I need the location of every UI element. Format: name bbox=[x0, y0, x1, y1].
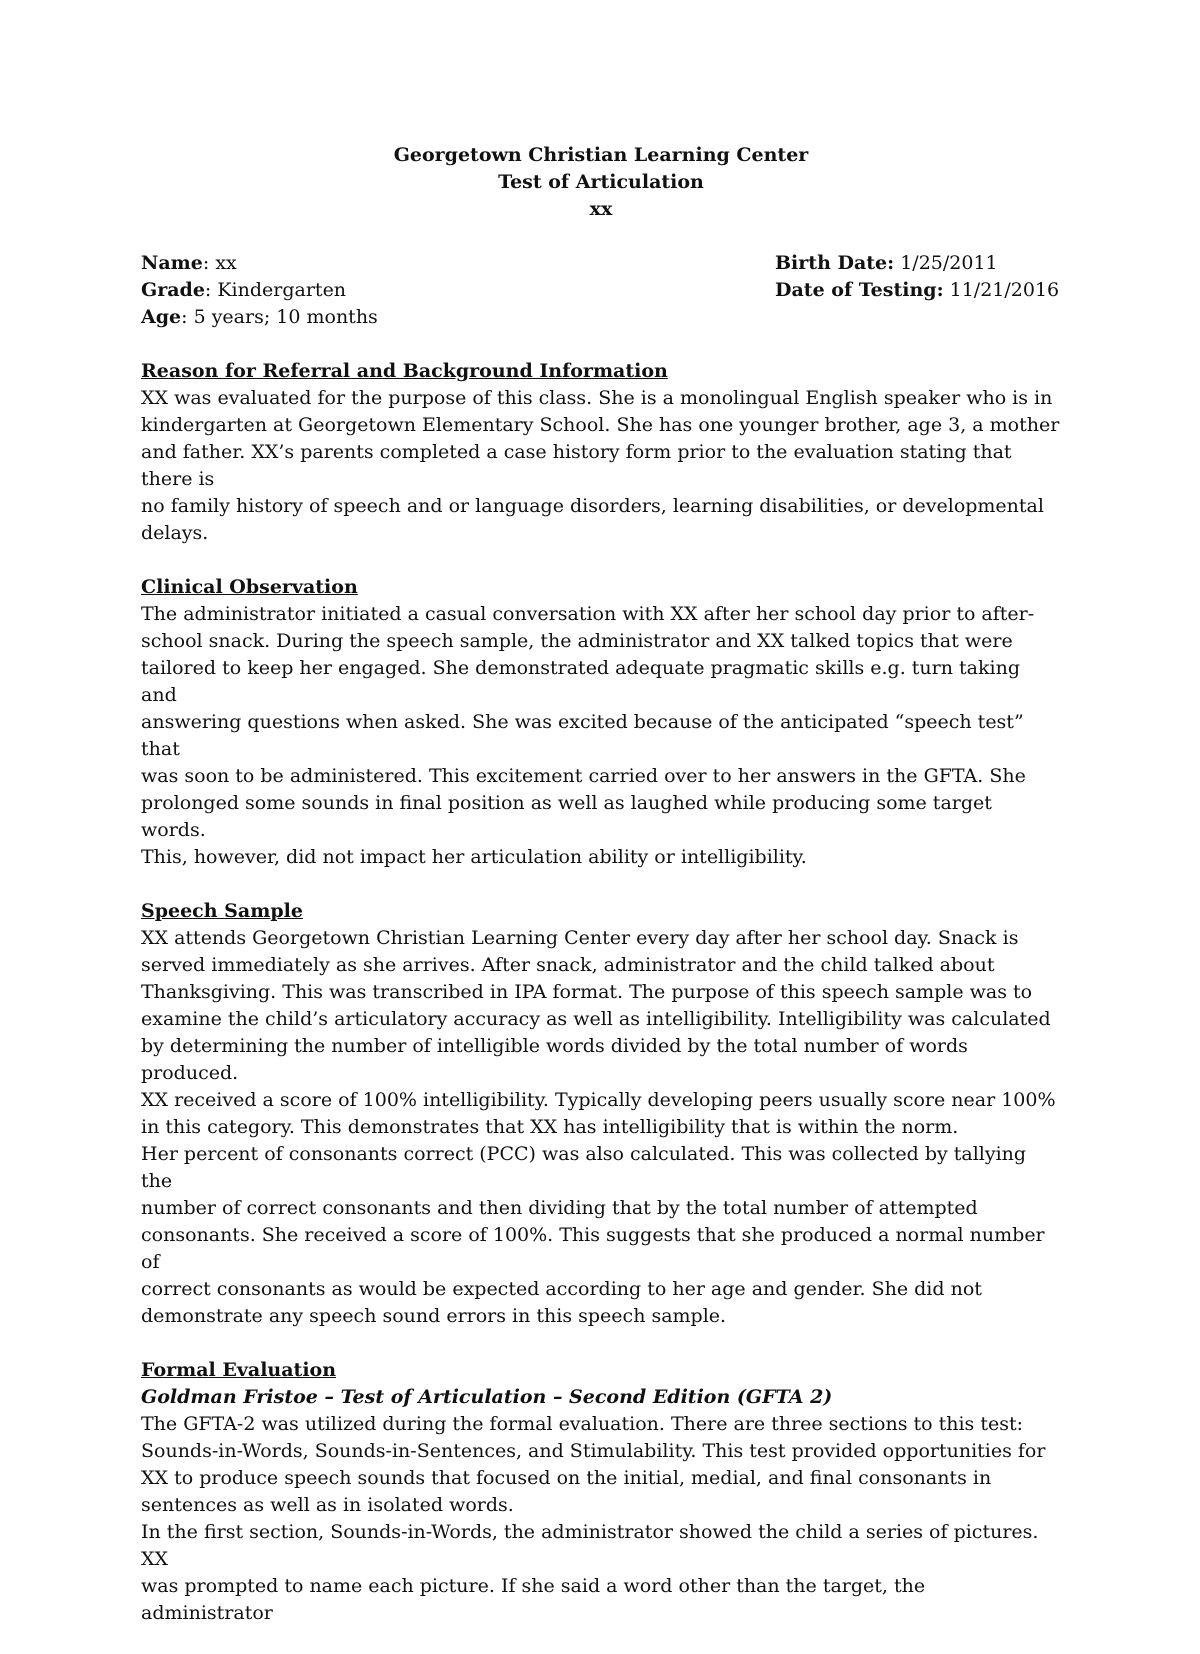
birth-date-value: 1/25/2011 bbox=[894, 252, 998, 274]
birth-date-field bbox=[775, 250, 998, 277]
section-heading: Reason for Referral and Background Information bbox=[141, 360, 668, 382]
document-title: Test of Articulation bbox=[498, 171, 704, 193]
testing-date-label: Date of Testing: bbox=[775, 279, 944, 301]
section-referral bbox=[141, 358, 1061, 547]
age-label: Age bbox=[141, 306, 182, 328]
info-row-3 bbox=[141, 304, 1061, 331]
name-field bbox=[141, 250, 237, 277]
age-value: : 5 years; 10 months bbox=[181, 306, 378, 328]
section-body: The administrator initiated a casual conversation with XX after her school day prior to after- school snack. During the speech sample, the administrator and XX talked topics that were tailored to keep her engaged. She demonstrated adequate pragmatic skills e.g. turn taking and answering questions when asked. She was excited because of the anticipated “speech test” that was soon to be administered. This excitement carried over to her answers in the GFTA. She prolonged some sounds in final position as well as laughed while producing some target words. This, however, did not impact her articulation ability or intelligibility. bbox=[141, 603, 1035, 868]
name-label: Name bbox=[141, 252, 203, 274]
name-value: : xx bbox=[202, 252, 237, 274]
client-info bbox=[141, 250, 1061, 331]
grade-value: : Kindergarten bbox=[204, 279, 347, 301]
section-subheading: Goldman Fristoe – Test of Articulation – Second Edition (GFTA 2) bbox=[141, 1386, 833, 1408]
info-row-2 bbox=[141, 277, 1061, 304]
section-heading: Speech Sample bbox=[141, 900, 303, 922]
section-clinical-observation bbox=[141, 574, 1061, 871]
section-formal-evaluation bbox=[141, 1357, 1061, 1627]
student-id: xx bbox=[589, 198, 613, 220]
organization-title: Georgetown Christian Learning Center bbox=[393, 144, 809, 166]
document-header bbox=[141, 142, 1061, 223]
section-body: XX was evaluated for the purpose of this class. She is a monolingual English speaker who is in kindergarten at Georgetown Elementary School. She has one younger brother, age 3, a mother and father. XX’s parents completed a case history form prior to the evaluation stating that there is no family history of speech and or language disorders, learning disabilities, or developmental delays. bbox=[141, 387, 1060, 544]
info-row-1 bbox=[141, 250, 1061, 277]
grade-label: Grade bbox=[141, 279, 205, 301]
section-heading: Formal Evaluation bbox=[141, 1359, 337, 1381]
document-page bbox=[141, 142, 1061, 1654]
section-speech-sample bbox=[141, 898, 1061, 1330]
grade-field bbox=[141, 277, 346, 304]
section-body: XX attends Georgetown Christian Learning Center every day after her school day. Snack is served immediately as she arrives. After snack, administrator and the child talked about Thanksgiving. This was transcribed in IPA format. The purpose of this speech sample was to examine the child’s articulatory accuracy as well as intelligibility. Intelligibility was calculated by determining the number of intelligible words divided by the total number of words produced. XX received a score of 100% intelligibility. Typically developing peers usually score near 100% in this category. This demonstrates that XX has intelligibility that is within the norm. Her percent of consonants correct (PCC) was also calculated. This was collected by tallying the number of correct consonants and then dividing that by the total number of attempted consonants. She received a score of 100%. This suggests that she produced a normal number of correct consonants as would be expected according to her age and gender. She did not demonstrate any speech sound errors in this speech sample. bbox=[141, 927, 1056, 1327]
birth-date-label: Birth Date: bbox=[775, 252, 895, 274]
age-field bbox=[141, 304, 378, 331]
testing-date-value: 11/21/2016 bbox=[943, 279, 1060, 301]
testing-date-field bbox=[775, 277, 1059, 304]
section-heading: Clinical Observation bbox=[141, 576, 358, 598]
section-body: The GFTA-2 was utilized during the formal evaluation. There are three sections to this test: Sounds-in-Words, Sounds-in-Sentences, and Stimulability. This test provided opportunities for XX to produce speech sounds that focused on the initial, medial, and final consonants in sentences as well as in isolated words. In the first section, Sounds-in-Words, the administrator showed the child a series of pictures. XX was prompted to name each picture. If she said a word other than the target, the administrator bbox=[141, 1413, 1046, 1624]
